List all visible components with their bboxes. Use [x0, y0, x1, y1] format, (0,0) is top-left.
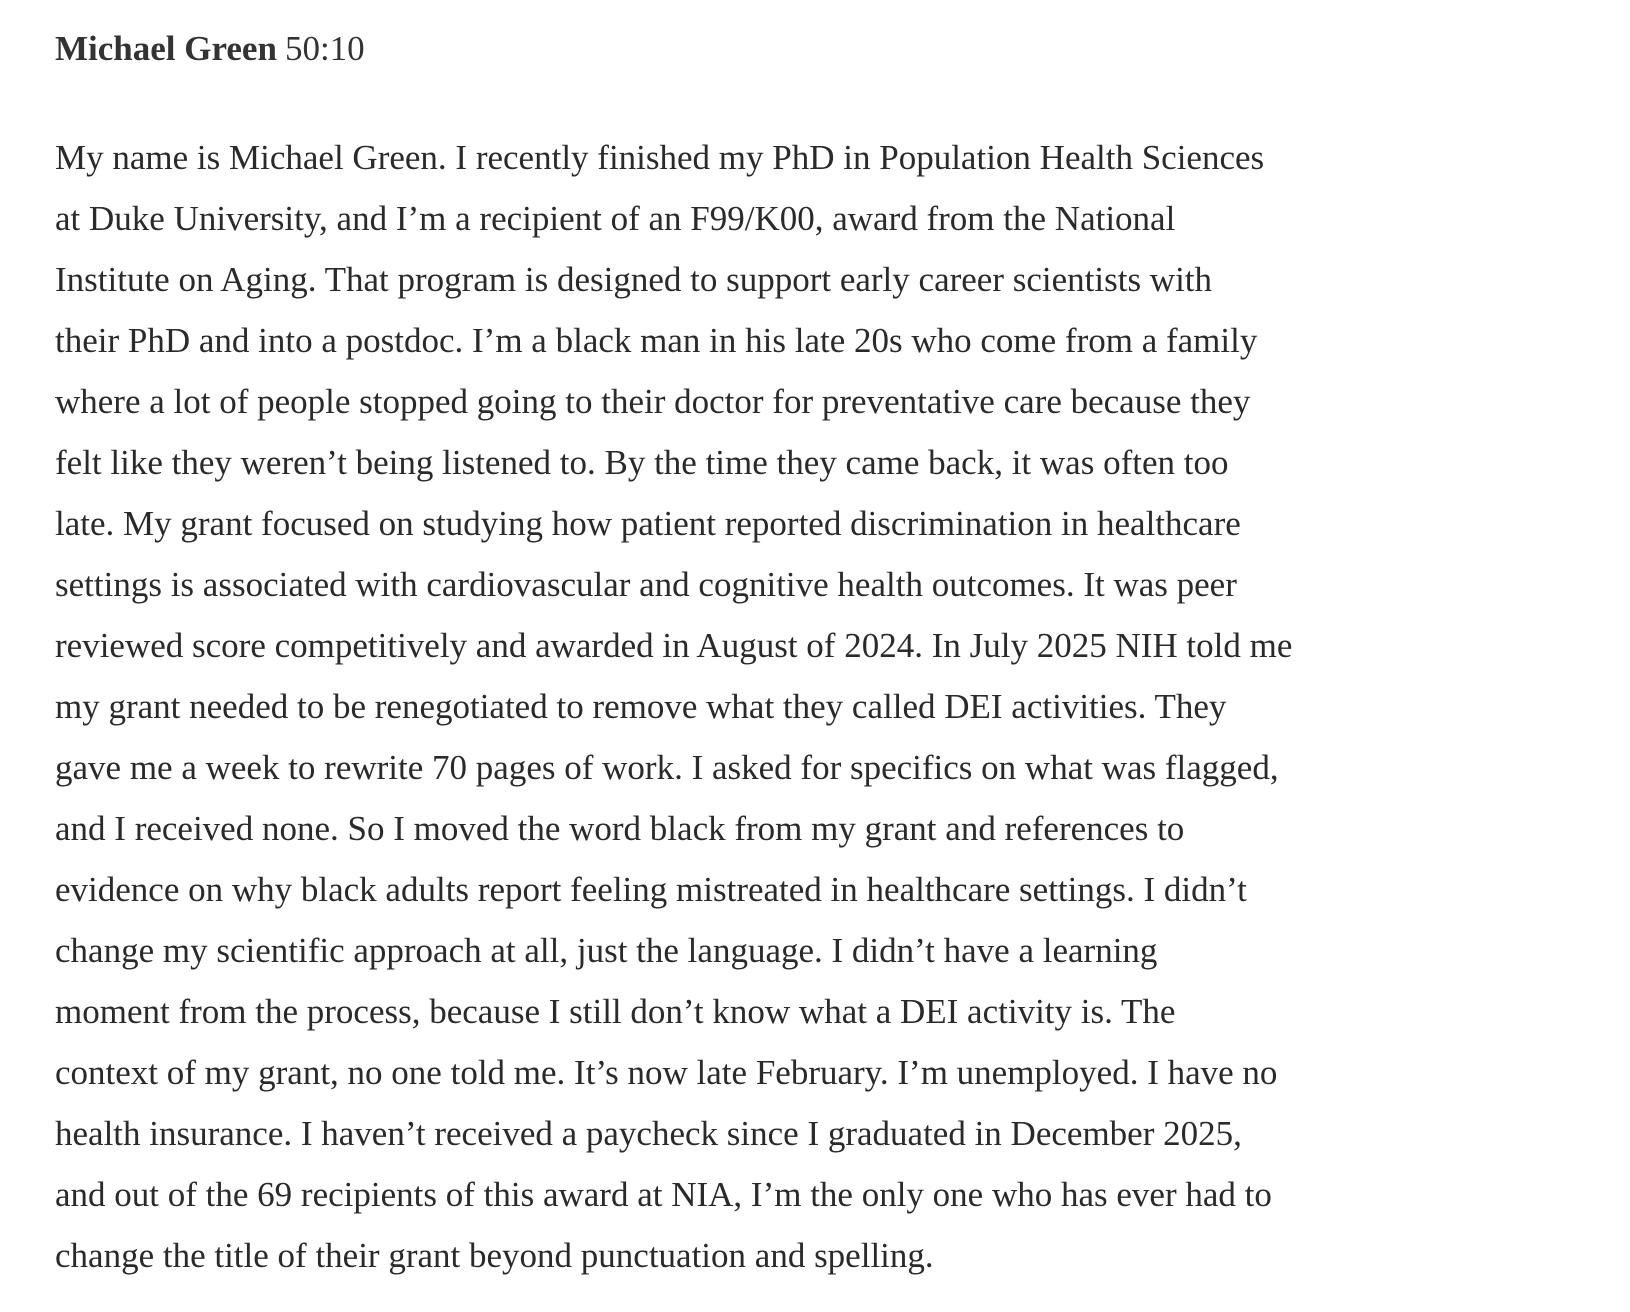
passage-line: change my scientific approach at all, just the language. I didn’t have a learning — [55, 931, 1158, 970]
speaker-name: Michael Green — [55, 29, 277, 68]
passage-line: evidence on why black adults report feeling mistreated in healthcare settings. I didn’t — [55, 870, 1247, 909]
passage-line: health insurance. I haven’t received a paycheck since I graduated in December 2025, — [55, 1114, 1242, 1153]
passage-line: Institute on Aging. That program is designed to support early career scientists with — [55, 260, 1213, 299]
passage-line: and out of the 69 recipients of this award at NIA, I’m the only one who has ever had to — [55, 1175, 1272, 1214]
passage-line: gave me a week to rewrite 70 pages of work. I asked for specifics on what was flagged, — [55, 748, 1279, 787]
passage-line: at Duke University, and I’m a recipient of an F99/K00, award from the National — [55, 199, 1176, 238]
speaker-timestamp: 50:10 — [284, 29, 365, 68]
passage-line: change the title of their grant beyond punctuation and spelling. — [55, 1236, 934, 1275]
passage-line: settings is associated with cardiovascular and cognitive health outcomes. It was peer — [55, 565, 1237, 604]
passage-line: late. My grant focused on studying how patient reported discrimination in healthcare — [55, 504, 1241, 543]
passage-line: and I received none. So I moved the word black from my grant and references to — [55, 809, 1185, 848]
passage-line: moment from the process, because I still don’t know what a DEI activity is. The — [55, 992, 1176, 1031]
passage-line: felt like they weren’t being listened to. By the time they came back, it was often too — [55, 443, 1229, 482]
passage-line: reviewed score competitively and awarded in August of 2024. In July 2025 NIH told me — [55, 626, 1293, 665]
passage-line: where a lot of people stopped going to their doctor for preventative care because they — [55, 382, 1251, 421]
transcript-entry — [55, 24, 1585, 1286]
passage-line: context of my grant, no one told me. It’s now late February. I’m unemployed. I have no — [55, 1053, 1278, 1092]
speaker-header — [55, 24, 1585, 74]
passage-line: My name is Michael Green. I recently finished my PhD in Population Health Sciences — [55, 138, 1265, 177]
passage-line: my grant needed to be renegotiated to remove what they called DEI activities. They — [55, 687, 1227, 726]
transcript-passage — [55, 127, 1585, 1286]
passage-line: their PhD and into a postdoc. I’m a black man in his late 20s who come from a family — [55, 321, 1258, 360]
